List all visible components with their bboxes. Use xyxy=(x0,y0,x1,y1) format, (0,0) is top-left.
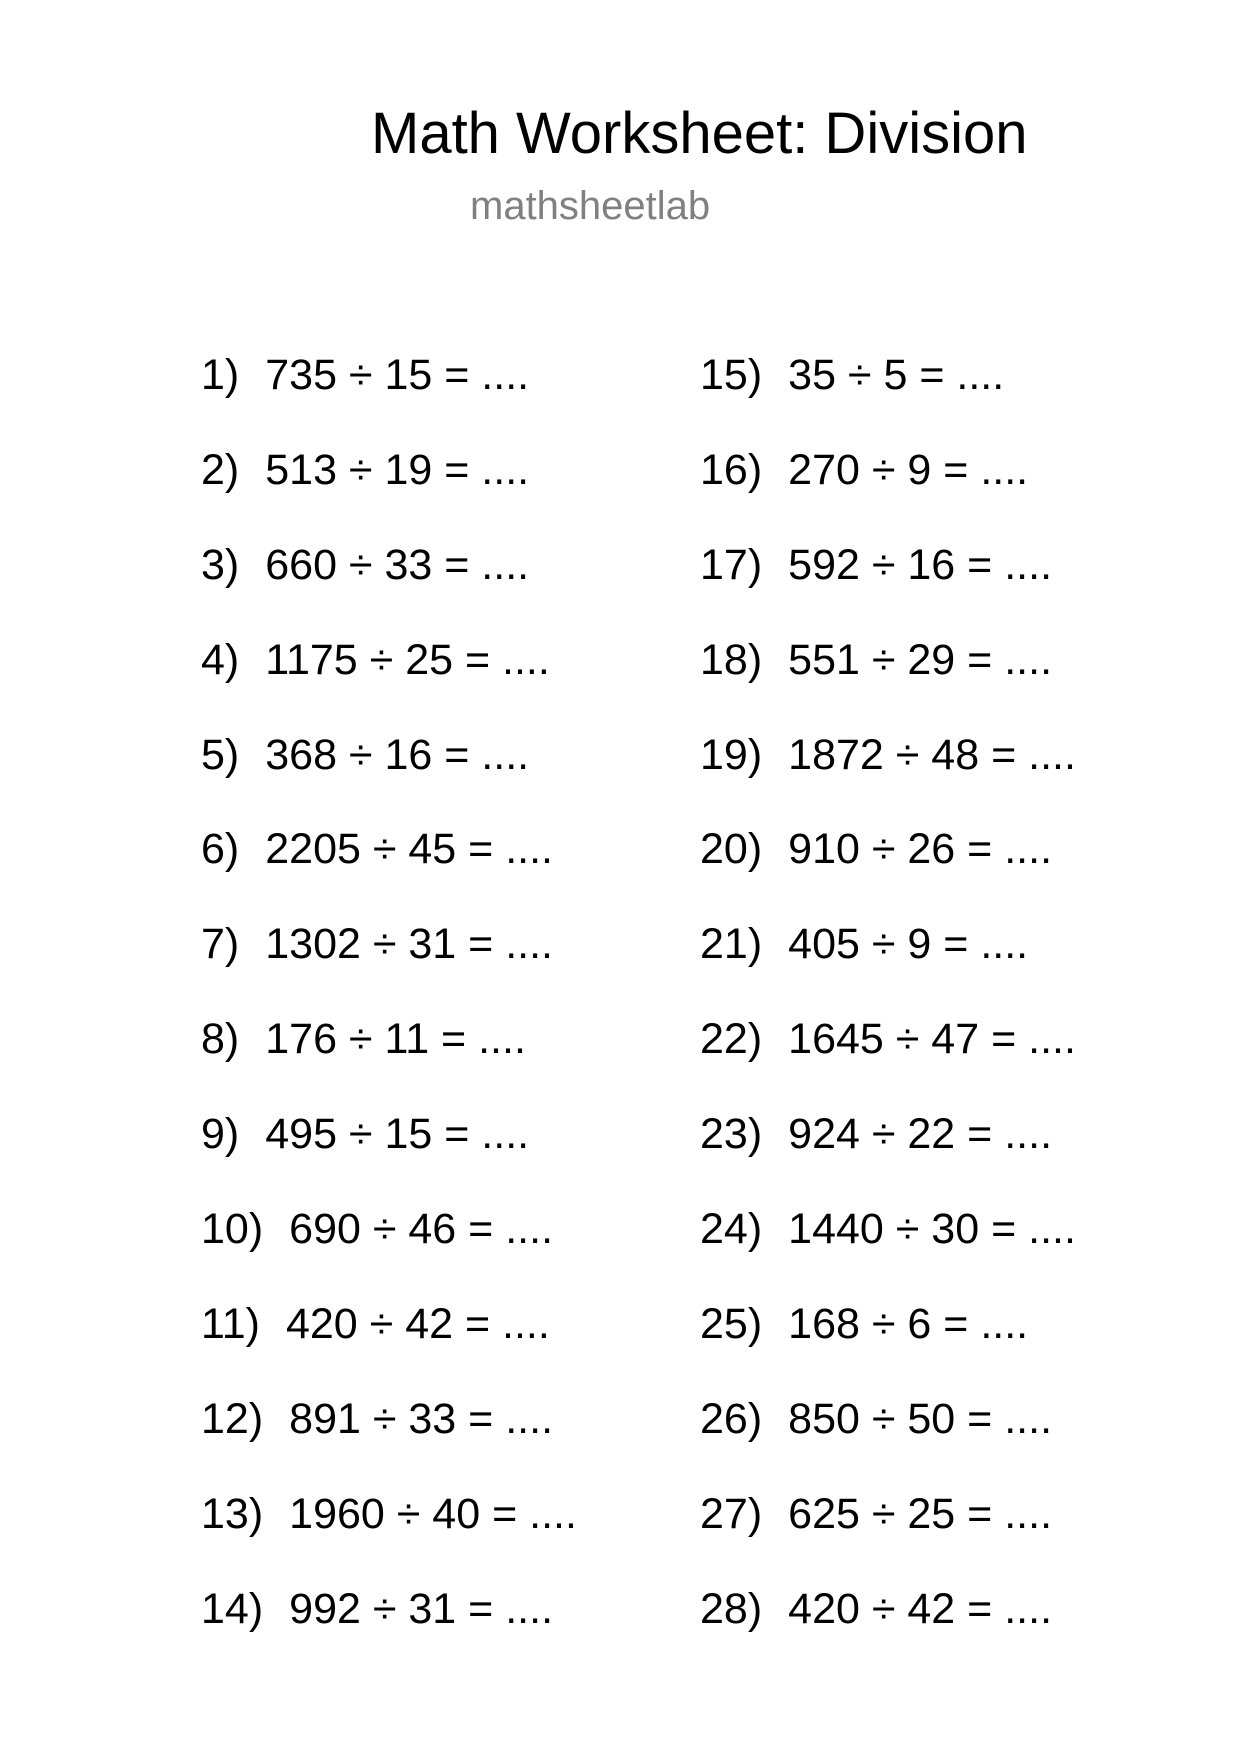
problem-expression: 625 ÷ 25 = .... xyxy=(788,1489,1053,1538)
problem-number: 1) xyxy=(201,351,240,399)
problem-item xyxy=(201,1584,577,1679)
problem-expression: 992 ÷ 31 = .... xyxy=(289,1584,554,1633)
problem-expression: 1872 ÷ 48 = .... xyxy=(788,730,1076,779)
problem-item xyxy=(201,635,577,730)
problem-number: 9) xyxy=(201,1110,240,1159)
problem-item xyxy=(700,1014,1076,1109)
problem-number: 12) xyxy=(201,1394,264,1443)
problem-expression: 1960 ÷ 40 = .... xyxy=(289,1489,577,1538)
problem-number: 22) xyxy=(700,1015,763,1064)
problem-number: 4) xyxy=(201,635,240,684)
problem-expression: 420 ÷ 42 = .... xyxy=(788,1584,1053,1633)
problem-item xyxy=(201,919,577,1014)
problem-number: 28) xyxy=(700,1584,763,1633)
page-title: Math Worksheet: Division xyxy=(371,101,1028,166)
problem-number: 27) xyxy=(700,1489,763,1538)
problem-number: 2) xyxy=(201,445,240,494)
problem-expression: 660 ÷ 33 = .... xyxy=(265,540,530,589)
problem-number: 18) xyxy=(700,635,763,684)
problem-expression: 176 ÷ 11 = .... xyxy=(265,1015,526,1064)
problem-expression: 1302 ÷ 31 = .... xyxy=(265,920,554,969)
problem-item xyxy=(201,1489,577,1584)
problem-number: 8) xyxy=(201,1015,240,1064)
problem-number: 11) xyxy=(201,1299,260,1348)
problem-item xyxy=(700,1299,1076,1394)
problem-item xyxy=(700,540,1076,635)
problem-item xyxy=(700,1109,1076,1204)
problem-item xyxy=(201,445,577,540)
problem-expression: 270 ÷ 9 = .... xyxy=(788,445,1029,494)
problem-expression: 735 ÷ 15 = .... xyxy=(265,351,530,399)
problem-item xyxy=(201,1394,577,1489)
problem-expression: 1440 ÷ 30 = .... xyxy=(788,1205,1076,1254)
problem-number: 21) xyxy=(700,920,763,969)
problem-item xyxy=(201,350,577,445)
problem-number: 25) xyxy=(700,1299,763,1348)
problem-expression: 420 ÷ 42 = .... xyxy=(285,1299,550,1348)
problem-item xyxy=(700,919,1076,1014)
problem-number: 5) xyxy=(201,730,240,779)
problem-expression: 850 ÷ 50 = .... xyxy=(788,1394,1053,1443)
problem-number: 14) xyxy=(201,1584,264,1633)
problem-item xyxy=(700,1584,1076,1679)
problems-column-left xyxy=(201,350,577,1678)
problem-item xyxy=(700,1394,1076,1489)
problem-item xyxy=(700,635,1076,730)
problems-column-right xyxy=(700,350,1076,1678)
problem-expression: 592 ÷ 16 = .... xyxy=(788,540,1053,589)
problem-expression: 35 ÷ 5 = .... xyxy=(788,351,1005,399)
problem-number: 16) xyxy=(700,445,763,494)
brand-name: mathsheetlab xyxy=(470,184,711,228)
problem-number: 13) xyxy=(201,1489,264,1538)
problem-expression: 1645 ÷ 47 = .... xyxy=(788,1015,1076,1064)
problem-number: 7) xyxy=(201,920,240,969)
problem-item xyxy=(201,1204,577,1299)
problem-number: 20) xyxy=(700,825,763,874)
problem-item xyxy=(700,1204,1076,1299)
problem-number: 24) xyxy=(700,1205,763,1254)
problem-expression: 2205 ÷ 45 = .... xyxy=(265,825,554,874)
problem-expression: 1175 ÷ 25 = .... xyxy=(265,635,550,684)
problem-item xyxy=(201,1109,577,1204)
problem-expression: 513 ÷ 19 = .... xyxy=(265,445,530,494)
problem-item xyxy=(700,445,1076,540)
problem-number: 17) xyxy=(700,540,763,589)
problem-item xyxy=(700,1489,1076,1584)
problem-expression: 690 ÷ 46 = .... xyxy=(289,1205,554,1254)
problem-expression: 924 ÷ 22 = .... xyxy=(788,1110,1053,1159)
problem-item xyxy=(201,1299,577,1394)
problem-item xyxy=(201,824,577,919)
problem-number: 6) xyxy=(201,825,240,874)
problem-number: 10) xyxy=(201,1205,264,1254)
problem-number: 26) xyxy=(700,1394,763,1443)
problem-number: 3) xyxy=(201,540,240,589)
problem-expression: 495 ÷ 15 = .... xyxy=(265,1110,530,1159)
problem-expression: 368 ÷ 16 = .... xyxy=(265,730,530,779)
problem-item xyxy=(700,730,1076,825)
problem-item xyxy=(700,350,1076,445)
problem-expression: 910 ÷ 26 = .... xyxy=(788,825,1053,874)
problem-item xyxy=(201,540,577,635)
problem-expression: 168 ÷ 6 = .... xyxy=(788,1299,1029,1348)
problem-expression: 405 ÷ 9 = .... xyxy=(788,920,1029,969)
problem-item xyxy=(700,824,1076,919)
problem-item xyxy=(201,1014,577,1109)
problem-number: 15) xyxy=(700,351,763,399)
problem-item xyxy=(201,730,577,825)
problem-number: 23) xyxy=(700,1110,763,1159)
problem-expression: 891 ÷ 33 = .... xyxy=(289,1394,554,1443)
problem-number: 19) xyxy=(700,730,763,779)
problem-expression: 551 ÷ 29 = .... xyxy=(788,635,1053,684)
